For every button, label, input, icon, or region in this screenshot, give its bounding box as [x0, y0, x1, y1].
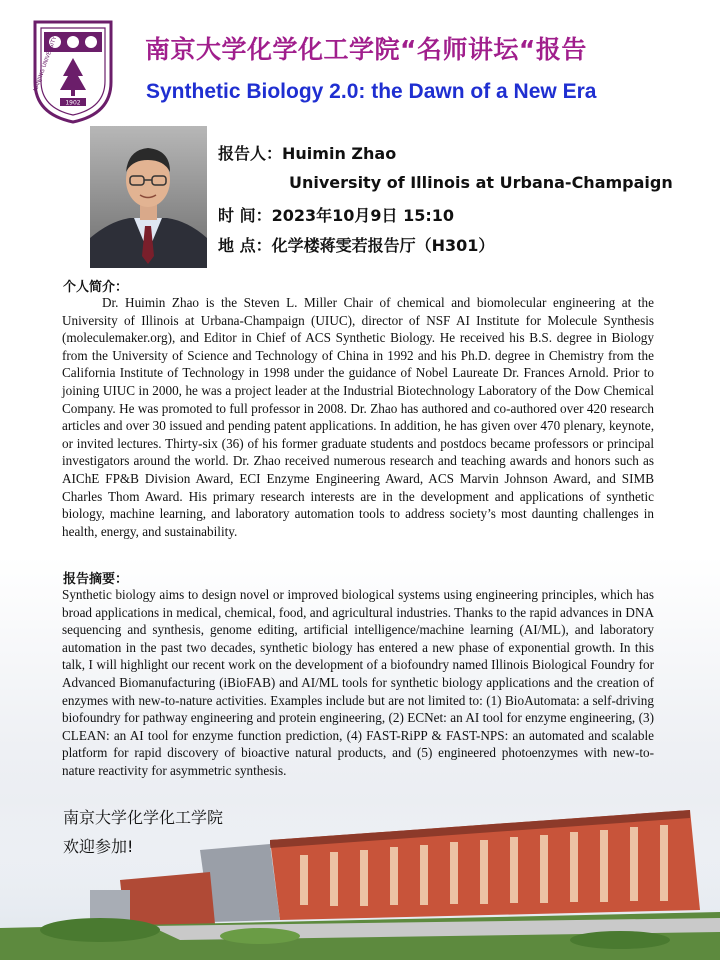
- seal-text: NANJING UNIVERSITY: [32, 35, 59, 93]
- speaker-row: [218, 141, 396, 164]
- university-seal-logo: [30, 18, 116, 124]
- bio-heading: 个人简介：: [63, 280, 129, 295]
- bio-text: Dr. Huimin Zhao is the Steven L. Miller Chair of chemical and biomolecular engineering at the University of Illinois at Urbana-Champaign (UIUC), director of NSF AI Institute for Molecule Synthesis (moleculemaker.org), and Editor in Chief of ACS Synthetic Biology. He received his B.S. degree in Biology from the University of Science and Technology of China in 1992 and his Ph.D. degree in Chemistry from the California Institute of Technology in 1998 under the guidance of Nobel Laureate Dr. Frances Arnold. Prior to joining UIUC in 2000, he was a project leader at the Industrial Biotechnology Laboratory of the Dow Chemical Company. He was promoted to full professor in 2008. Dr. Zhao has authored and co-authored over 420 research articles and over 30 issued and pending patent applications. In addition, he has given over 470 plenary, keynote, or invited lectures. Thirty-six (36) of his former graduate students and postdocs became professors or principal investigators around the world. Dr. Zhao received numerous research and teaching awards and honors such as AIChE FP&B Division Award, ECI Enzyme Engineering Award, ACS Marvin Johnson Award, and SIMB Charles Thom Award. His primary research interests are in the development and applications of synthetic biology, machine learning, and laboratory automation tools to address society’s most daunting challenges in health, energy, and sustainability.: [62, 295, 654, 539]
- speaker-name: Huimin Zhao: [282, 144, 397, 163]
- time-value: 2023年10月9日 15:10: [271, 206, 455, 225]
- talk-title: Synthetic Biology 2.0: the Dawn of a New Era: [146, 80, 597, 103]
- abstract-heading: 报告摘要：: [63, 572, 129, 587]
- place-row: [218, 233, 494, 256]
- speaker-affiliation: University of Illinois at Urbana-Champaign: [289, 173, 673, 192]
- time-label: 时 间：: [218, 206, 272, 225]
- footer-welcome: 欢迎参加!: [63, 837, 134, 856]
- speaker-label: 报告人：: [218, 144, 283, 163]
- time-row: [218, 203, 454, 226]
- speaker-photo: [90, 126, 207, 268]
- page-title: 南京大学化学化工学院“名师讲坛“报告: [145, 35, 587, 64]
- footer-org: 南京大学化学化工学院: [63, 808, 224, 827]
- place-label: 地 点：: [218, 236, 272, 255]
- seal-year: 1902: [65, 99, 81, 107]
- place-value: 化学楼蒋雯若报告厅（H301）: [271, 236, 495, 255]
- abstract-text: Synthetic biology aims to design novel or improved biological systems using engineering principles, which has broad applications in medical, chemical, food, and agricultural industries. Thanks to the rapid advances in DNA sequencing and synthesis, genome editing, artificial intelligence/machine learning (AI/ML), and laboratory automation in the past two decades, synthetic biology has entered a new phase of exponential growth. In this talk, I will highlight our recent work on the development of a biofoundry named Illinois Biological Foundry for Advanced Biomanufacturing (iBioFAB) and AI/ML tools for synthetic biology applications and the creation of enzymes with new-to-nature activities. Examples include but are not limited to: (1) BioAutomata: a self-driving biofoundry for pathway engineering and protein engineering, (2) ECNet: an AI tool for enzyme engineering, (3) CLEAN: an AI tool for enzyme function prediction, (4) FAST-RiPP & FAST-NPS: an automated and scalable platform for rapid discovery of bioactive natural products, and (5) engineered photoenzymes with new-to-nature reactivity for asymmetric synthesis.: [62, 587, 654, 778]
